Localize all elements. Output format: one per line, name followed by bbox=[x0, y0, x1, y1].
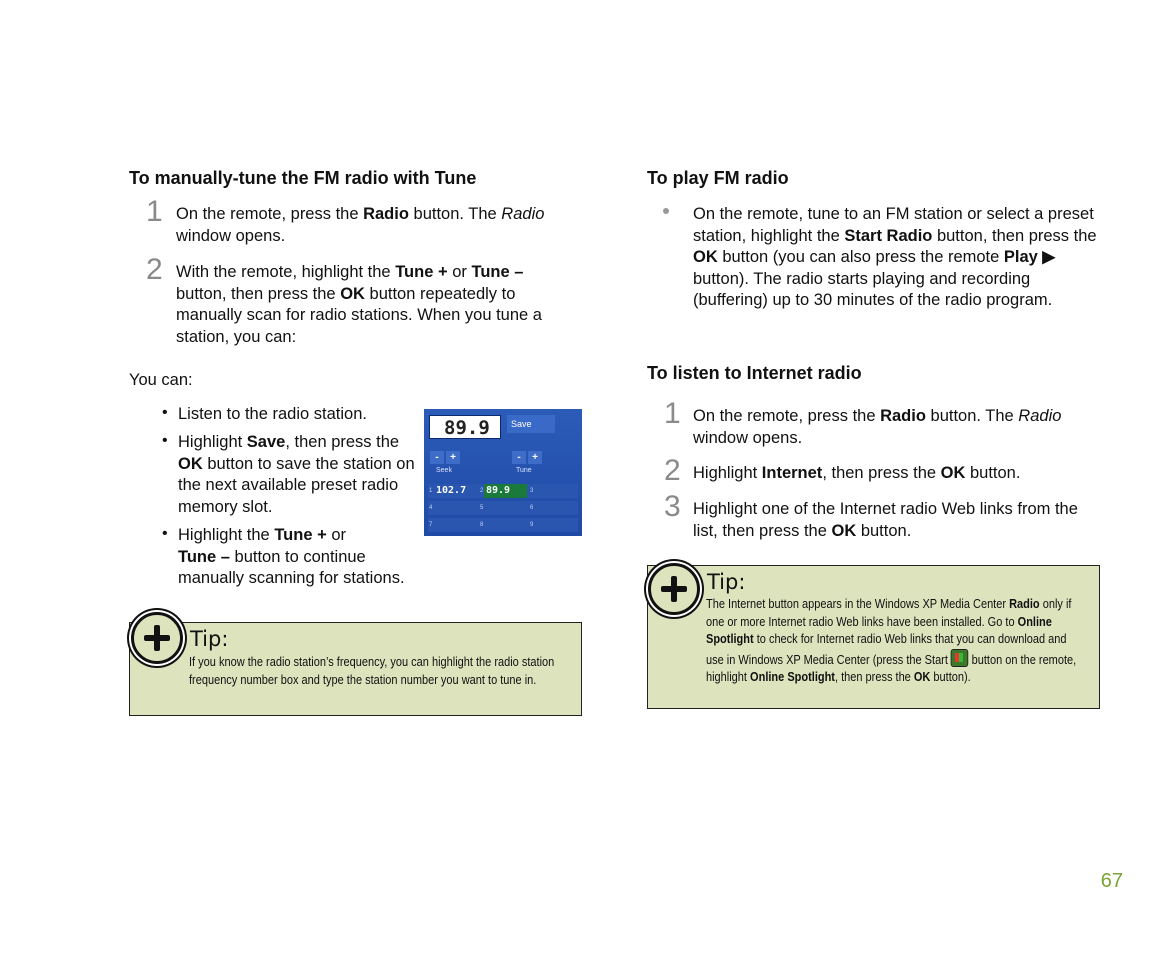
radio-screenshot bbox=[424, 409, 582, 536]
step-text: On the remote, press the Radio button. The Radio window opens. bbox=[176, 205, 545, 245]
frequency-display: 89.9 bbox=[429, 415, 501, 439]
preset-slot-number: 6 bbox=[530, 505, 534, 511]
tip-text: The Internet button appears in the Windows XP Media Center Radio only if one or more Internet radio Web links have been installed. Go to Online Spotlight to check for Internet radio Web links that you can download and use in Windows XP Media Center (press the Start button on the remote, highlight Online Spotlight, then press the OK button). bbox=[706, 597, 1077, 684]
section-heading-play-fm: To play FM radio bbox=[647, 168, 789, 188]
seek-plus-button-image: + bbox=[446, 451, 460, 464]
bullet-item: Highlight the Tune + or Tune – button to continue manually scanning for stations. bbox=[178, 526, 405, 587]
preset-slot-number: 5 bbox=[480, 505, 484, 511]
preset-slot-number: 4 bbox=[429, 505, 433, 511]
preset-slot-number: 2 bbox=[480, 488, 484, 494]
preset-2: 89.9 bbox=[486, 485, 511, 496]
bullet-dot: • bbox=[162, 525, 168, 542]
step-text: With the remote, highlight the Tune + or Tune – button, then press the OK button repeatedly to manually scan for radio stations. When you tune a station, you can: bbox=[176, 263, 542, 346]
preset-slot-number: 7 bbox=[429, 522, 433, 528]
preset-row bbox=[428, 501, 578, 515]
tip-title: Tip: bbox=[707, 570, 746, 594]
preset-slot-number: 9 bbox=[530, 522, 534, 528]
step-number: 1 bbox=[664, 397, 681, 430]
preset-1: 102.7 bbox=[436, 485, 467, 496]
preset-slot-number: 1 bbox=[429, 488, 433, 494]
bullet-dot: • bbox=[162, 404, 168, 421]
plus-icon bbox=[648, 563, 700, 615]
save-button-image: Save bbox=[507, 415, 555, 433]
bullet-item: Listen to the radio station. bbox=[178, 405, 367, 423]
tune-minus-button-image: - bbox=[512, 451, 526, 464]
seek-minus-button-image: - bbox=[430, 451, 444, 464]
bullet-item: Highlight Save, then press the OK button to save the station on the next available preset radio memory slot. bbox=[178, 433, 415, 516]
step-text: On the remote, press the Radio button. The Radio window opens. bbox=[693, 407, 1062, 447]
preset-row bbox=[428, 518, 578, 532]
step-text: Highlight Internet, then press the OK button. bbox=[693, 464, 1021, 482]
seek-label: Seek bbox=[436, 467, 452, 474]
step-number: 3 bbox=[664, 490, 681, 523]
section-heading-internet-radio: To listen to Internet radio bbox=[647, 363, 862, 383]
play-bullet-text: On the remote, tune to an FM station or select a preset station, highlight the Start Radio button, then press the OK button (you can also press the remote Play ▶ button). The radio starts playing and recording (buffering) up to 30 minutes of the radio program. bbox=[693, 205, 1097, 309]
step-number: 2 bbox=[146, 253, 163, 286]
tip-title: Tip: bbox=[190, 627, 229, 651]
section-heading-manual-tune: To manually-tune the FM radio with Tune bbox=[129, 168, 477, 188]
windows-start-icon bbox=[951, 649, 969, 667]
bullet-dot: • bbox=[162, 432, 168, 449]
step-text: Highlight one of the Internet radio Web links from the list, then press the OK button. bbox=[693, 500, 1078, 540]
page-number: 67 bbox=[1100, 870, 1123, 892]
step-number: 1 bbox=[146, 195, 163, 228]
plus-icon bbox=[131, 612, 183, 664]
tune-plus-button-image: + bbox=[528, 451, 542, 464]
preset-slot-number: 8 bbox=[480, 522, 484, 528]
step-number: 2 bbox=[664, 454, 681, 487]
you-can-label: You can: bbox=[129, 371, 193, 389]
tip-text: If you know the radio station’s frequency, you can highlight the radio station frequency number box and type the station number you want to tune in. bbox=[189, 655, 555, 687]
tune-label: Tune bbox=[516, 467, 532, 474]
bullet-dot bbox=[663, 208, 669, 214]
preset-slot-number: 3 bbox=[530, 488, 534, 494]
